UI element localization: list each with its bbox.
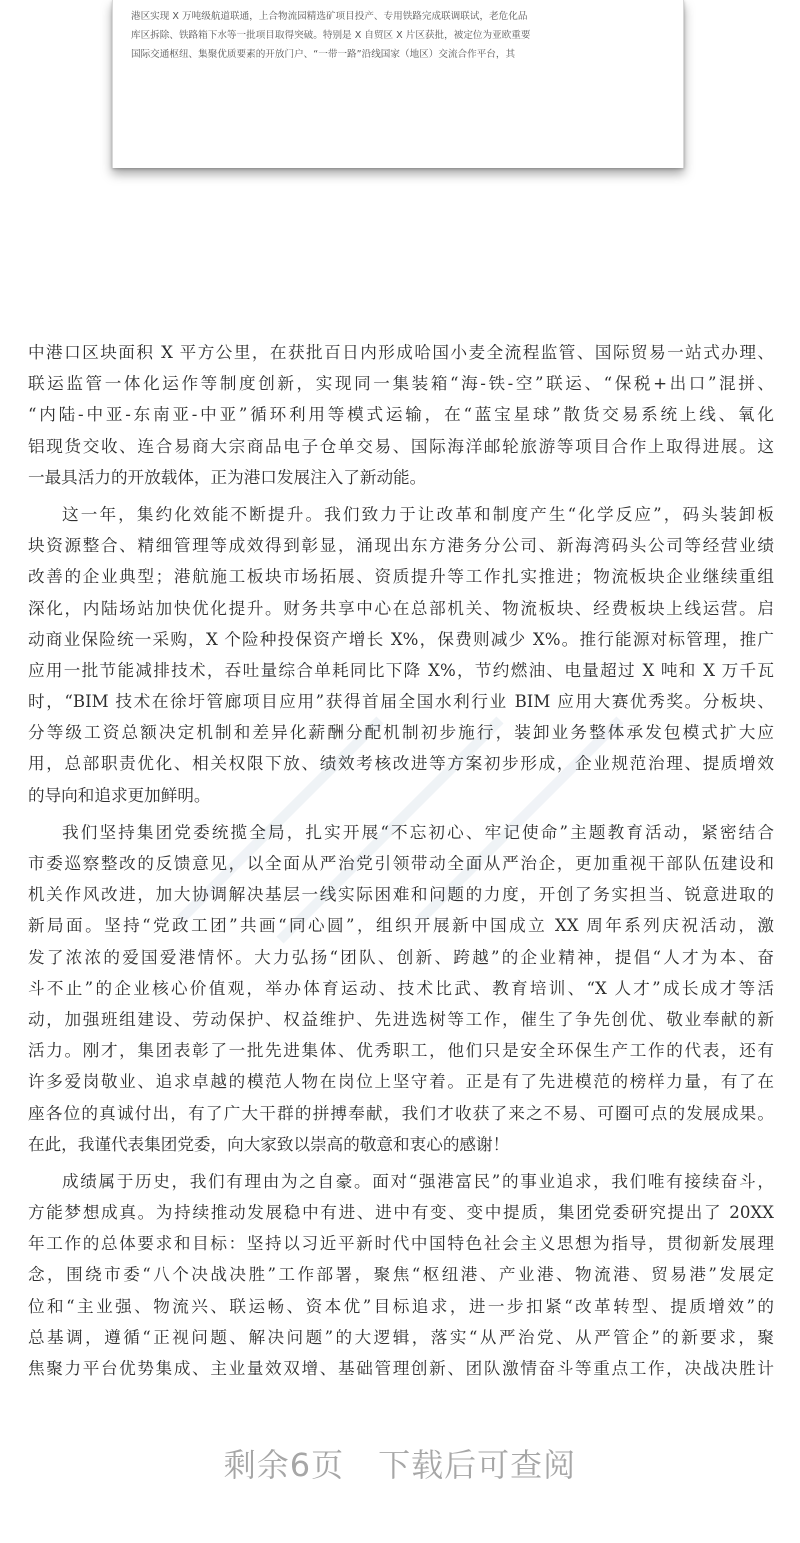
text-line: 成绩属于历史，我们有理由为之自豪。面对“强港富民”的事业追求，我们唯有接续奋斗， [62, 1171, 774, 1191]
paragraph [28, 817, 774, 1160]
preview-line: 库区拆除、铁路箱下水等一批项目取得突破。特别是 X 自贸区 X 片区获批，被定位为亚欧重要 [131, 30, 531, 41]
text-line: 许多爱岗敬业、追求卓越的模范人物在岗位上坚守着。正是有了先进模范的榜样力量，有了在 [28, 1072, 774, 1092]
download-prompt-button[interactable] [0, 1440, 800, 1486]
text-line: 时，“BIM 技术在徐圩管廊项目应用”获得首届全国水利行业 BIM 应用大赛优秀奖。分板块、 [28, 692, 774, 712]
text-line: 铝现货交收、连合易商大宗商品电子仓单交易、国际海洋邮轮旅游等项目合作上取得进展。这 [28, 436, 774, 456]
text-line: 在此，我谨代表集团党委，向大家致以崇高的敬意和衷心的感谢！ [28, 1134, 510, 1154]
paragraph [28, 499, 774, 811]
text-line: 念，围绕市委“八个决战决胜”工作部署，聚焦“枢纽港、产业港、物流港、贸易港”发展定 [28, 1265, 774, 1285]
preview-line: 国际交通枢纽、集聚优质要素的开放门户、“一带一路”沿线国家（地区）交流合作平台，其 [131, 49, 516, 60]
preview-text [131, 7, 659, 64]
document-body [28, 337, 774, 1390]
text-line: 用，总部职责优化、相关权限下放、绩效考核改进等方案初步形成，企业规范治理、提质增效 [28, 754, 774, 774]
paragraph [28, 337, 774, 493]
text-line: 机关作风改进，加大协调解决基层一线实际困难和问题的力度，开创了务实担当、锐意进取的 [28, 885, 774, 905]
text-line: 中港口区块面积 X 平方公里，在获批百日内形成哈国小麦全流程监管、国际贸易一站式办理、 [28, 343, 774, 362]
remaining-pages-label: 剩余6页 [223, 1446, 345, 1484]
text-line: 年工作的总体要求和目标：坚持以习近平新时代中国特色社会主义思想为指导，贯彻新发展理 [28, 1234, 774, 1254]
text-line: 我们坚持集团党委统揽全局，扎实开展“不忘初心、牢记使命”主题教育活动，紧密结合 [62, 822, 774, 842]
text-line: 改善的企业典型；港航施工板块市场拓展、资质提升等工作扎实推进；物流板块企业继续重组 [28, 567, 774, 587]
text-line: 新局面。坚持“党政工团”共画“同心圆”，组织开展新中国成立 XX 周年系列庆祝活动，激 [28, 916, 774, 936]
text-line: 这一年，集约化效能不断提升。我们致力于让改革和制度产生“化学反应”，码头装卸板 [62, 504, 774, 524]
text-line: 应用一批节能减排技术，吞吐量综合单耗同比下降 X%，节约燃油、电量超过 X 吨和 X 万千瓦 [28, 660, 774, 680]
text-line: 位和“主业强、物流兴、联运畅、资本优”目标追求，进一步扣紧“改革转型、提质增效”的 [28, 1296, 774, 1316]
text-line: 发了浓浓的爱国爱港情怀。大力弘扬“团队、创新、跨越”的企业精神，提倡“人才为本、奋 [28, 947, 774, 967]
text-line: 座各位的真诚付出，有了广大干群的拼搏奉献，我们才收获了来之不易、可圈可点的发展成果。 [28, 1103, 774, 1123]
text-line: 动商业保险统一采购，X 个险种投保资产增长 X%，保费则减少 X%。推行能源对标管理，推广 [28, 629, 774, 649]
text-line: 总基调，遵循“正视问题、解决问题”的大逻辑，落实“从严治党、从严管企”的新要求，聚 [28, 1327, 774, 1347]
text-line: 活力。刚才，集团表彰了一批先进集体、优秀职工，他们只是安全环保生产工作的代表，还有 [28, 1041, 774, 1061]
text-line: 一最具活力的开放载体，正为港口发展注入了新动能。 [28, 467, 427, 487]
text-line: 动，加强班组建设、劳动保护、权益维护、先进选树等工作，催生了争先创优、敬业奉献的新 [28, 1009, 774, 1029]
preview-line: 港区实现 X 万吨级航道联通，上合物流园精选矿项目投产、专用铁路完成联调联试，老危化品 [131, 11, 528, 22]
text-line: 的导向和追求更加鲜明。 [28, 785, 211, 805]
paragraph [28, 1166, 774, 1384]
text-line: “内陆-中亚-东南亚-中亚”循环利用等模式运输，在“蓝宝星球”散货交易系统上线、氧化 [28, 405, 774, 425]
document-preview-card [112, 0, 684, 168]
download-action-label: 下载后可查阅 [378, 1446, 577, 1484]
text-line: 市委巡察整改的反馈意见，以全面从严治党引领带动全面从严治企，更加重视干部队伍建设和 [28, 854, 774, 873]
text-line: 焦聚力平台优势集成、主业量效双增、基础管理创新、团队激情奋斗等重点工作，决战决胜计 [28, 1359, 774, 1378]
text-line: 联运监管一体化运作等制度创新，实现同一集装箱“海-铁-空”联运、“保税+出口”混拼、 [28, 374, 774, 394]
text-line: 方能梦想成真。为持续推动发展稳中有进、进中有变、变中提质，集团党委研究提出了 20XX [28, 1203, 774, 1223]
text-line: 斗不止”的企业核心价值观，举办体育运动、技术比武、教育培训、“X 人才”成长成才等活 [28, 978, 774, 998]
text-line: 深化，内陆场站加快优化提升。财务共享中心在总部机关、物流板块、经费板块上线运营。启 [28, 598, 774, 618]
text-line: 块资源整合、精细管理等成效得到彰显，涌现出东方港务分公司、新海湾码头公司等经营业绩 [28, 536, 774, 556]
text-line: 分等级工资总额决定机制和差异化薪酬分配机制初步施行，装卸业务整体承发包模式扩大应 [28, 723, 774, 743]
